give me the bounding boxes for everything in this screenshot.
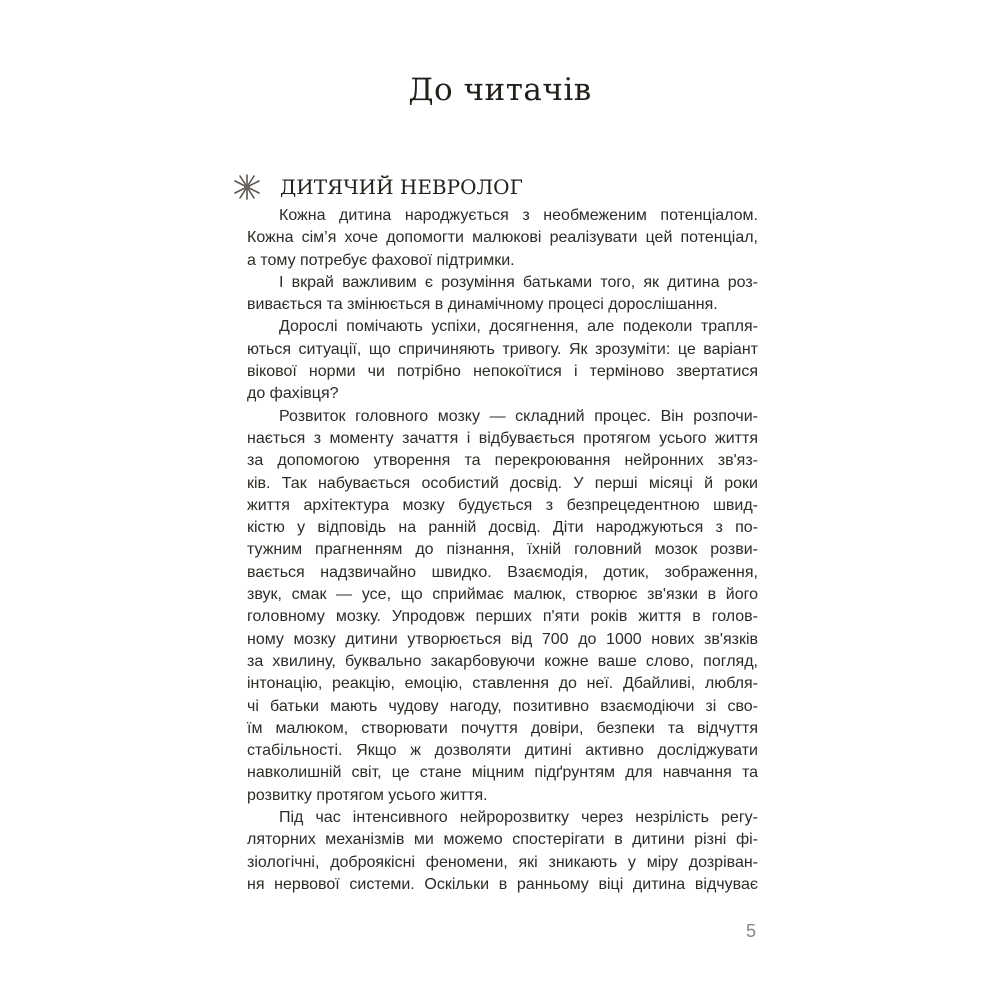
text-line: чі батьки мають чудову нагоду, позитивно взаємодіючи зі сво- (247, 697, 758, 715)
text-line: вікової норми чи потрібно непокоїтися і терміново звертатися (247, 363, 758, 381)
text-line: до фахівця? (247, 385, 339, 403)
page-title: До читачів (408, 72, 592, 108)
text-line: зіологічні, доброякісні феномени, які зникають у міру дозріван- (247, 853, 758, 871)
text-line: Кожна сім’я хоче допомогти малюкові реалізувати цей потенціал, (247, 229, 758, 247)
paragraph (247, 272, 758, 317)
text-line: навколишній світ, це стане міцним підґрунтям для навчання та (247, 764, 758, 782)
text-line: а тому потребує фахової підтримки. (247, 251, 515, 269)
section-title: ДИТЯЧИЙ НЕВРОЛОГ (280, 175, 523, 199)
text-line: ня нервової системи. Оскільки в ранньому віці дитина відчуває (247, 875, 758, 893)
text-line: життя архітектура мозку будується з безпрецедентною швид- (247, 496, 758, 514)
text-line: головному мозку. Упродовж перших п'яти років життя в голов- (247, 608, 758, 626)
text-line: ків. Так набувається особистий досвід. У перші місяці й роки (247, 474, 758, 492)
page-number: 5 (746, 921, 757, 941)
text-line: вається надзвичайно швидко. Взаємодія, дотик, зображення, (247, 563, 758, 581)
section-heading (232, 172, 523, 202)
text-line: інтонацію, реакцію, емоцію, ставлення до неї. Дбайливі, любля- (247, 675, 758, 693)
body-text (247, 205, 758, 896)
paragraph (247, 205, 758, 272)
star-ornament-icon (232, 173, 262, 201)
text-line: звук, смак — усе, що сприймає малюк, створює зв'язки в його (247, 586, 758, 604)
text-line: тужним прагненням до пізнання, їхній головний мозок розви- (247, 541, 758, 559)
text-line: їм малюком, створювати почуття довіри, безпеки та відчуття (247, 719, 758, 737)
paragraph (247, 316, 758, 405)
paragraph (247, 406, 758, 807)
text-line: Дорослі помічають успіхи, досягнення, але подеколи трапля- (279, 318, 758, 336)
text-line: ляторних механізмів ми можемо спостерігати в дитини різні фі- (247, 831, 758, 849)
text-line: Розвиток головного мозку — складний процес. Він розпочи- (279, 407, 758, 425)
text-line: за допомогою утворення та перекроювання нейронних зв'яз- (247, 452, 758, 470)
text-line: за хвилину, буквально закарбовуючи кожне ваше слово, погляд, (247, 652, 758, 670)
paragraph (247, 807, 758, 896)
text-line: вивається та змінюється в динамічному процесі дорослішання. (247, 296, 718, 314)
text-line: стабільності. Якщо ж дозволяти дитині активно досліджувати (247, 742, 758, 760)
text-line: розвитку протягом усього життя. (247, 786, 488, 804)
text-line: ються ситуації, що спричиняють тривогу. Як зрозуміти: це варіант (247, 340, 758, 358)
text-line: Кожна дитина народжується з необмеженим потенціалом. (279, 207, 758, 224)
text-line: І вкрай важливим є розуміння батьками того, як дитина роз- (279, 273, 758, 291)
text-line: Під час інтенсивного нейророзвитку через незрілість регу- (279, 809, 758, 827)
text-line: нається з моменту зачаття і відбувається протягом усього життя (247, 429, 758, 447)
text-line: кістю у відповідь на ранній досвід. Діти народжуються з по- (247, 519, 758, 537)
text-line: ному мозку дитини утворюється від 700 до 1000 нових зв'язків (247, 630, 758, 648)
